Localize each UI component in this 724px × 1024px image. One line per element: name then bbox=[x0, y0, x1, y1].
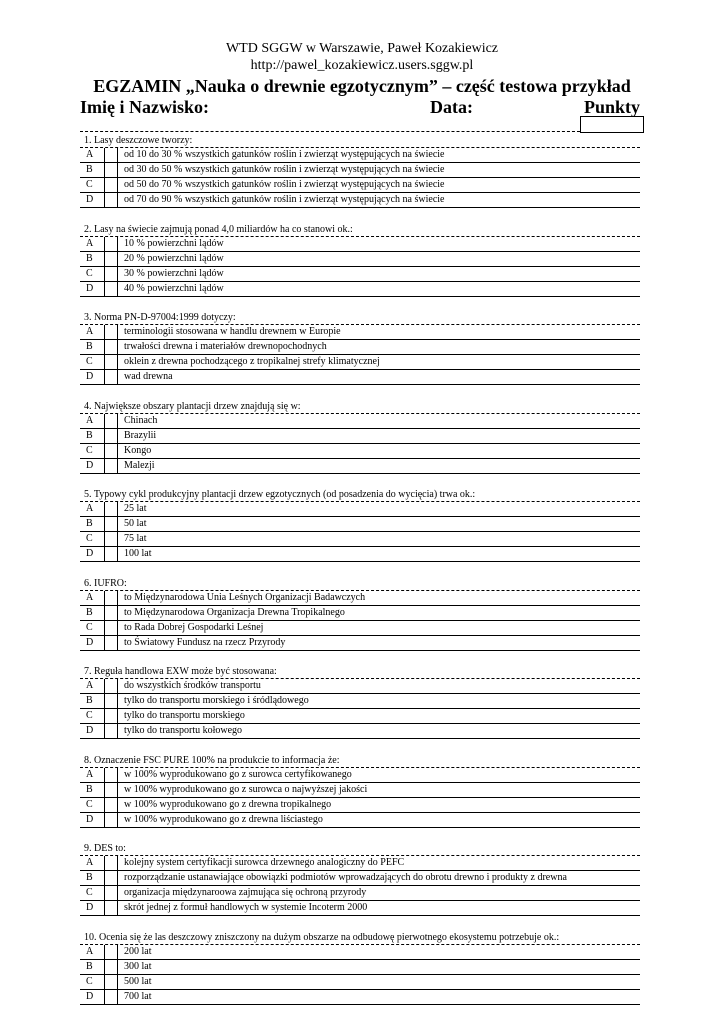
option-letter: B bbox=[86, 341, 93, 352]
answer-checkbox[interactable] bbox=[104, 694, 118, 708]
option-text: od 70 do 90 % wszystkich gatunków roślin i zwierząt występujących na świecie bbox=[124, 194, 445, 205]
answer-checkbox[interactable] bbox=[104, 636, 118, 650]
option-letter: A bbox=[86, 414, 94, 426]
option-text: do wszystkich środków transportu bbox=[124, 680, 261, 691]
option-letter: C bbox=[86, 798, 93, 810]
option-letter: C bbox=[86, 444, 93, 456]
option-letter: B bbox=[86, 606, 93, 618]
option-letter: C bbox=[86, 975, 93, 987]
question-text: 4. Największe obszary plantacji drzew znajdują się w: bbox=[80, 400, 640, 414]
points-box[interactable] bbox=[580, 116, 644, 133]
option-text: Malezji bbox=[124, 459, 155, 471]
option-letter: D bbox=[86, 459, 94, 471]
option-letter: B bbox=[86, 429, 93, 441]
answer-checkbox[interactable] bbox=[104, 340, 118, 354]
answer-checkbox[interactable] bbox=[104, 547, 118, 561]
answer-checkbox[interactable] bbox=[104, 429, 118, 443]
answer-option-row bbox=[80, 768, 640, 783]
answer-option-row bbox=[80, 414, 640, 429]
question-text: 6. IUFRO: bbox=[80, 577, 640, 591]
option-letter: B bbox=[86, 960, 93, 972]
answer-option-row bbox=[80, 502, 640, 517]
answer-checkbox[interactable] bbox=[104, 163, 118, 177]
answer-checkbox[interactable] bbox=[104, 813, 118, 827]
option-letter: D bbox=[86, 636, 94, 648]
answer-option-row bbox=[80, 783, 640, 798]
answer-option-row bbox=[80, 798, 640, 813]
option-letter: C bbox=[86, 267, 93, 279]
answer-checkbox[interactable] bbox=[104, 679, 118, 693]
option-text: to Międzynarodowa Unia Leśnych Organizacji Badawczych bbox=[124, 591, 366, 603]
points-label: Punkty bbox=[583, 97, 640, 117]
answer-option-row bbox=[80, 517, 640, 532]
option-letter: D bbox=[86, 725, 94, 736]
option-letter: A bbox=[86, 945, 94, 957]
option-letter: D bbox=[86, 282, 94, 294]
answer-option-row bbox=[80, 975, 640, 990]
answer-checkbox[interactable] bbox=[104, 517, 118, 531]
question-text: 8. Oznaczenie FSC PURE 100% na produkcie to informacja że: bbox=[80, 754, 640, 768]
question-text: 2. Lasy na świecie zajmują ponad 4,0 miliardów ha co stanowi ok.: bbox=[80, 223, 640, 237]
question-7 bbox=[80, 665, 640, 739]
option-text: 75 lat bbox=[124, 533, 147, 544]
name-label: Imię i Nazwisko: bbox=[80, 97, 209, 117]
question-text: 7. Reguła handlowa EXW może być stosowana: bbox=[80, 665, 640, 679]
answer-option-row bbox=[80, 945, 640, 960]
answer-option-row bbox=[80, 724, 640, 739]
option-text: w 100% wyprodukowano go z surowca o najwyższej jakości bbox=[124, 783, 368, 795]
answer-checkbox[interactable] bbox=[104, 724, 118, 738]
answer-option-row bbox=[80, 163, 640, 178]
answer-option-row bbox=[80, 282, 640, 297]
answer-checkbox[interactable] bbox=[104, 444, 118, 458]
answer-option-row bbox=[80, 429, 640, 444]
option-text: 500 lat bbox=[124, 975, 152, 987]
option-letter: A bbox=[86, 857, 94, 868]
answer-option-row bbox=[80, 990, 640, 1005]
option-text: 10 % powierzchni lądów bbox=[124, 237, 224, 249]
option-letter: A bbox=[86, 237, 94, 249]
answer-option-row bbox=[80, 325, 640, 340]
question-9 bbox=[80, 842, 640, 916]
option-letter: B bbox=[86, 518, 93, 529]
answer-checkbox[interactable] bbox=[104, 502, 118, 516]
option-text: rozporządzanie ustanawiające obowiązki podmiotów wprowadzających do obrotu drewno i produkty z drewna bbox=[124, 872, 567, 883]
answer-checkbox[interactable] bbox=[104, 591, 118, 605]
answer-checkbox[interactable] bbox=[104, 193, 118, 207]
option-letter: D bbox=[86, 990, 94, 1002]
website-line: http://pawel_kozakiewicz.users.sggw.pl bbox=[250, 58, 474, 73]
answer-option-row bbox=[80, 193, 640, 208]
option-letter: C bbox=[86, 887, 93, 898]
answer-checkbox[interactable] bbox=[104, 945, 118, 959]
option-text: Brazylii bbox=[124, 429, 157, 441]
answer-checkbox[interactable] bbox=[104, 886, 118, 900]
answer-option-row bbox=[80, 178, 640, 193]
option-letter: C bbox=[86, 710, 93, 721]
option-letter: D bbox=[86, 548, 94, 559]
answer-checkbox[interactable] bbox=[104, 901, 118, 915]
answer-option-row bbox=[80, 267, 640, 282]
option-text: Chinach bbox=[124, 414, 158, 426]
option-text: 50 lat bbox=[124, 518, 147, 529]
option-text: trwałości drewna i materiałów drewnopochodnych bbox=[124, 341, 327, 352]
answer-checkbox[interactable] bbox=[104, 768, 118, 782]
date-label: Data: bbox=[430, 97, 473, 117]
answer-option-row bbox=[80, 237, 640, 252]
answer-checkbox[interactable] bbox=[104, 871, 118, 885]
option-text: 100 lat bbox=[124, 548, 152, 559]
exam-meta-row bbox=[80, 97, 640, 117]
answer-checkbox[interactable] bbox=[104, 148, 118, 162]
answer-checkbox[interactable] bbox=[104, 709, 118, 723]
option-text: 300 lat bbox=[124, 960, 152, 972]
question-text: 1. Lasy deszczowe tworzy: bbox=[80, 134, 640, 148]
answer-checkbox[interactable] bbox=[104, 532, 118, 546]
exam-title: EGZAMIN „Nauka o drewnie egzotycznym” – część testowa przykład bbox=[93, 76, 631, 96]
answer-option-row bbox=[80, 694, 640, 709]
option-text: to Rada Dobrej Gospodarki Leśnej bbox=[124, 621, 264, 633]
answer-checkbox[interactable] bbox=[104, 267, 118, 281]
option-text: oklein z drewna pochodzącego z tropikalnej strefy klimatycznej bbox=[124, 356, 380, 367]
answer-checkbox[interactable] bbox=[104, 783, 118, 797]
option-letter: A bbox=[86, 149, 94, 160]
option-text: tylko do transportu morskiego bbox=[124, 710, 245, 721]
question-5 bbox=[80, 488, 640, 562]
option-text: Kongo bbox=[124, 444, 152, 456]
answer-option-row bbox=[80, 355, 640, 370]
questions-list bbox=[80, 134, 640, 1019]
question-6 bbox=[80, 577, 640, 651]
option-text: 20 % powierzchni lądów bbox=[124, 252, 224, 264]
option-letter: D bbox=[86, 371, 94, 382]
option-letter: D bbox=[86, 813, 94, 825]
option-text: wad drewna bbox=[124, 371, 173, 382]
answer-checkbox[interactable] bbox=[104, 370, 118, 384]
option-text: w 100% wyprodukowano go z drewna tropikalnego bbox=[124, 798, 332, 810]
option-text: 40 % powierzchni lądów bbox=[124, 282, 224, 294]
question-3 bbox=[80, 311, 640, 385]
answer-checkbox[interactable] bbox=[104, 178, 118, 192]
answer-checkbox[interactable] bbox=[104, 252, 118, 266]
option-letter: C bbox=[86, 179, 93, 190]
question-2 bbox=[80, 223, 640, 297]
option-letter: A bbox=[86, 768, 94, 780]
question-4 bbox=[80, 400, 640, 474]
answer-checkbox[interactable] bbox=[104, 282, 118, 296]
option-text: w 100% wyprodukowano go z surowca certyfikowanego bbox=[124, 768, 352, 780]
option-text: tylko do transportu morskiego i śródlądowego bbox=[124, 695, 309, 706]
question-1 bbox=[80, 134, 640, 208]
answer-option-row bbox=[80, 370, 640, 385]
option-text: to Międzynarodowa Organizacja Drewna Tropikalnego bbox=[124, 606, 345, 618]
answer-option-row bbox=[80, 709, 640, 724]
option-text: 30 % powierzchni lądów bbox=[124, 267, 224, 279]
option-text: skrót jednej z formuł handlowych w systemie Incoterm 2000 bbox=[124, 902, 368, 913]
option-letter: A bbox=[86, 591, 94, 603]
answer-checkbox[interactable] bbox=[104, 459, 118, 473]
answer-checkbox[interactable] bbox=[104, 990, 118, 1004]
answer-option-row bbox=[80, 532, 640, 547]
option-letter: A bbox=[86, 326, 94, 337]
answer-option-row bbox=[80, 636, 640, 651]
option-letter: B bbox=[86, 252, 93, 264]
answer-option-row bbox=[80, 606, 640, 621]
document-header bbox=[0, 40, 724, 96]
option-text: od 10 do 30 % wszystkich gatunków roślin i zwierząt występujących na świecie bbox=[124, 149, 445, 160]
answer-option-row bbox=[80, 856, 640, 871]
answer-option-row bbox=[80, 340, 640, 355]
option-text: od 50 do 70 % wszystkich gatunków roślin i zwierząt występujących na świecie bbox=[124, 179, 445, 190]
answer-option-row bbox=[80, 901, 640, 916]
author-line: WTD SGGW w Warszawie, Paweł Kozakiewicz bbox=[225, 41, 499, 56]
question-8 bbox=[80, 754, 640, 828]
answer-option-row bbox=[80, 459, 640, 474]
answer-checkbox[interactable] bbox=[104, 975, 118, 989]
option-text: 200 lat bbox=[124, 945, 152, 957]
answer-option-row bbox=[80, 252, 640, 267]
answer-option-row bbox=[80, 813, 640, 828]
answer-option-row bbox=[80, 547, 640, 562]
option-text: terminologii stosowana w handlu drewnem w Europie bbox=[124, 326, 341, 337]
answer-option-row bbox=[80, 591, 640, 606]
option-letter: D bbox=[86, 902, 94, 913]
answer-checkbox[interactable] bbox=[104, 414, 118, 428]
option-text: to Światowy Fundusz na rzecz Przyrody bbox=[124, 636, 286, 648]
option-letter: C bbox=[86, 533, 93, 544]
answer-option-row bbox=[80, 621, 640, 636]
option-text: organizacja międzynaroowa zajmująca się ochroną przyrody bbox=[124, 887, 367, 898]
option-text: tylko do transportu kołowego bbox=[124, 725, 243, 736]
question-10 bbox=[80, 931, 640, 1005]
answer-checkbox[interactable] bbox=[104, 237, 118, 251]
answer-option-row bbox=[80, 679, 640, 694]
answer-checkbox[interactable] bbox=[104, 798, 118, 812]
answer-option-row bbox=[80, 444, 640, 459]
answer-checkbox[interactable] bbox=[104, 606, 118, 620]
answer-checkbox[interactable] bbox=[104, 960, 118, 974]
question-text: 5. Typowy cykl produkcyjny plantacji drzew egzotycznych (od posadzenia do wycięcia) trwa ok.: bbox=[80, 488, 640, 502]
question-text: 10. Ocenia się że las deszczowy zniszczony na dużym obszarze na odbudowę pierwotnego ekosystemu potrzebuje ok.: bbox=[80, 931, 640, 945]
option-letter: B bbox=[86, 872, 93, 883]
answer-checkbox[interactable] bbox=[104, 621, 118, 635]
option-text: w 100% wyprodukowano go z drewna liściastego bbox=[124, 813, 323, 825]
option-letter: B bbox=[86, 164, 93, 175]
option-letter: D bbox=[86, 194, 94, 205]
option-letter: B bbox=[86, 695, 93, 706]
answer-option-row bbox=[80, 871, 640, 886]
answer-checkbox[interactable] bbox=[104, 355, 118, 369]
option-letter: A bbox=[86, 680, 94, 691]
option-letter: A bbox=[86, 503, 94, 514]
option-letter: B bbox=[86, 783, 93, 795]
answer-checkbox[interactable] bbox=[104, 856, 118, 870]
option-text: kolejny system certyfikacji surowca drzewnego analogiczny do PEFC bbox=[124, 857, 405, 868]
header-divider bbox=[80, 131, 580, 132]
option-text: od 30 do 50 % wszystkich gatunków roślin i zwierząt występujących na świecie bbox=[124, 164, 445, 175]
answer-option-row bbox=[80, 886, 640, 901]
answer-option-row bbox=[80, 148, 640, 163]
answer-option-row bbox=[80, 960, 640, 975]
question-text: 9. DES to: bbox=[80, 842, 640, 856]
question-text: 3. Norma PN-D-97004:1999 dotyczy: bbox=[80, 311, 640, 325]
answer-checkbox[interactable] bbox=[104, 325, 118, 339]
option-text: 700 lat bbox=[124, 990, 152, 1002]
option-letter: C bbox=[86, 356, 93, 367]
option-letter: C bbox=[86, 621, 93, 633]
option-text: 25 lat bbox=[124, 503, 147, 514]
